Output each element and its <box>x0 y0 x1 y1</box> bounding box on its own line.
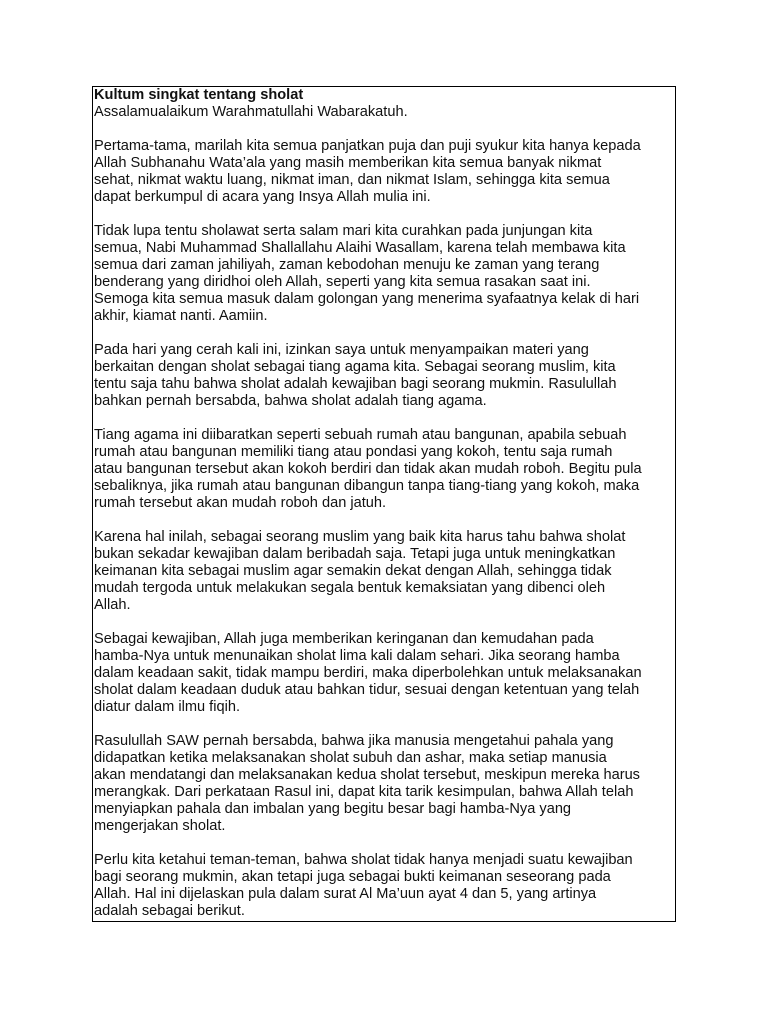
paragraph-tiang-agama: Tiang agama ini diibaratkan seperti sebuah rumah atau bangunan, apabila sebuah rumah atau bangunan memiliki tiang atau pondasi yang kokoh, tentu saja rumah atau bangunan tersebut akan kokoh berdiri dan tidak akan mudah roboh. Begitu pula sebaliknya, jika rumah atau bangunan dibangun tanpa tiang-tiang yang kokoh, maka rumah tersebut akan mudah roboh dan jatuh. <box>94 427 642 511</box>
greeting: Assalamualaikum Warahmatullahi Wabarakatuh. <box>94 104 408 120</box>
paragraph-al-maun: Perlu kita ketahui teman-teman, bahwa sholat tidak hanya menjadi suatu kewajiban bagi seorang mukmin, akan tetapi juga sebagai bukti keimanan seseorang pada Allah. Hal ini dijelaskan pula dalam surat Al Ma’uun ayat 4 dan 5, yang artinya adalah sebagai berikut. <box>94 852 633 919</box>
paragraph-keringanan: Sebagai kewajiban, Allah juga memberikan keringanan dan kemudahan pada hamba-Nya untuk menunaikan sholat lima kali dalam sehari. Jika seorang hamba dalam keadaan sakit, tidak mampu berdiri, maka diperbolehkan untuk melaksanakan sholat dalam keadaan duduk atau bahkan tidur, sesuai dengan ketentuan yang telah diatur dalam ilmu fiqih. <box>94 631 642 715</box>
paragraph-syafaat: Semoga kita semua masuk dalam golongan yang menerima syafaatnya kelak di hari akhir, kiamat nanti. Aamiin. <box>94 291 640 324</box>
paragraph-keimanan: Karena hal inilah, sebagai seorang muslim yang baik kita harus tahu bahwa sholat bukan sekadar kewajiban dalam beribadah saja. Tetapi juga untuk meningkatkan keimanan kita sebagai muslim agar semakin dekat dengan Allah, sehingga tidak mudah tergoda untuk melakukan segala bentuk kemaksiatan yang dibenci oleh Allah. <box>94 529 626 613</box>
text-box <box>92 86 676 922</box>
paragraph-hadits: Rasulullah SAW pernah bersabda, bahwa jika manusia mengetahui pahala yang didapatkan ketika melaksanakan sholat subuh dan ashar, maka setiap manusia akan mendatangi dan melaksanakan kedua sholat tersebut, meskipun mereka harus merangkak. Dari perkataan Rasul ini, dapat kita tarik kesimpulan, bahwa Allah telah menyiapkan pahala dan imbalan yang begitu besar bagi hamba-Nya yang mengerjakan sholat. <box>94 733 640 834</box>
paragraph-sholawat: Tidak lupa tentu sholawat serta salam mari kita curahkan pada junjungan kita semua, Nabi Muhammad Shallallahu Alaihi Wasallam, karena telah membawa kita semua dari zaman jahiliyah, zaman kebodohan menuju ke zaman yang terang benderang yang diridhoi oleh Allah, seperti yang kita semua rasakan saat ini. <box>94 223 626 290</box>
paragraph-intro-materi: Pada hari yang cerah kali ini, izinkan saya untuk menyampaikan materi yang berkaitan dengan sholat sebagai tiang agama kita. Sebagai seorang muslim, kita tentu saja tahu bahwa sholat adalah kewajiban bagi seorang mukmin. Rasulullah bahkan pernah bersabda, bahwa sholat adalah tiang agama. <box>94 342 617 409</box>
paragraph-opening: Pertama-tama, marilah kita semua panjatkan puja dan puji syukur kita hanya kepada Allah Subhanahu Wata’ala yang masih memberikan kita semua banyak nikmat sehat, nikmat waktu luang, nikmat iman, dan nikmat Islam, sehingga kita semua dapat berkumpul di acara yang Insya Allah mulia ini. <box>94 138 641 205</box>
document-title: Kultum singkat tentang sholat <box>94 87 304 103</box>
